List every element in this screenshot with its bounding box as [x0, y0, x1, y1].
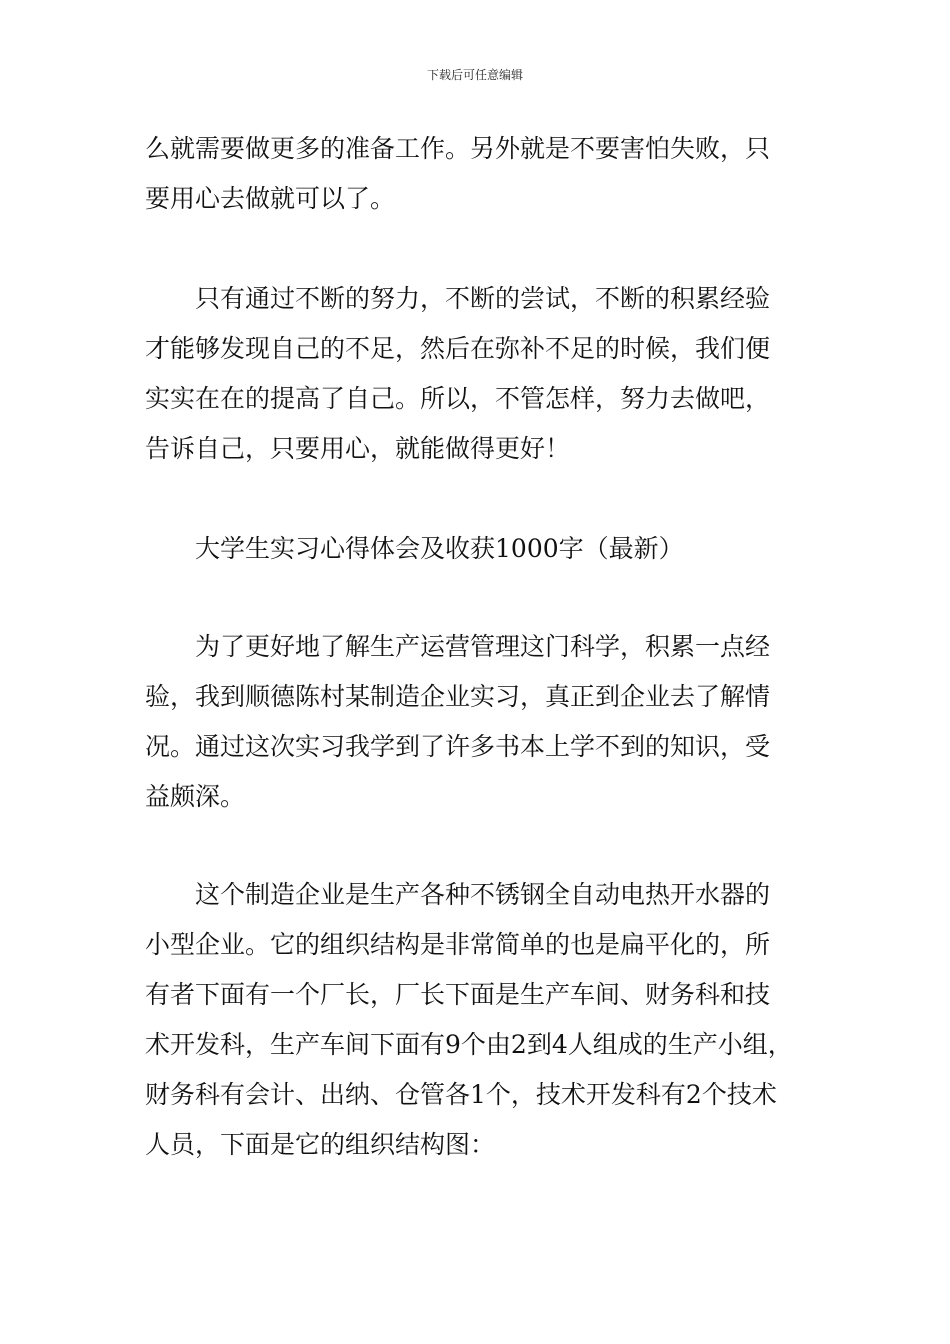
text-line: 么就需要做更多的准备工作。另外就是不要害怕失败，只 [145, 134, 771, 163]
text-line: 财务科有会计、出纳、仓管各1个，技术开发科有2个技术 [145, 1080, 777, 1109]
text-line: 才能够发现自己的不足，然后在弥补不足的时候，我们便 [145, 334, 771, 363]
text-line: 人员，下面是它的组织结构图： [145, 1130, 496, 1159]
section-title [145, 524, 845, 574]
text-line: 告诉自己，只要用心，就能做得更好！ [145, 434, 571, 463]
page-header: 下载后可任意编辑 [426, 68, 523, 82]
text-line: 这个制造企业是生产各种不锈钢全自动电热开水器的 [145, 880, 771, 909]
text-line: 只有通过不断的努力，不断的尝试，不断的积累经验 [145, 284, 771, 313]
text-line: 大学生实习心得体会及收获1000字（最新） [145, 534, 684, 563]
text-line: 为了更好地了解生产运营管理这门科学，积累一点经 [145, 632, 771, 661]
text-line: 术开发科，生产车间下面有9个由2到4人组成的生产小组， [145, 1030, 793, 1059]
text-line: 验，我到顺德陈村某制造企业实习，真正到企业去了解情 [145, 682, 771, 711]
text-line: 况。通过这次实习我学到了许多书本上学不到的知识，受 [145, 732, 771, 761]
paragraph-2 [145, 274, 845, 474]
text-line: 实实在在的提高了自己。所以，不管怎样，努力去做吧， [145, 384, 771, 413]
paragraph-3 [145, 622, 845, 822]
paragraph-4 [145, 870, 845, 1170]
text-line: 小型企业。它的组织结构是非常简单的也是扁平化的，所 [145, 930, 771, 959]
text-line: 益颇深。 [145, 782, 246, 811]
text-line: 有者下面有一个厂长，厂长下面是生产车间、财务科和技 [145, 980, 771, 1009]
text-line: 要用心去做就可以了。 [145, 184, 396, 213]
paragraph-1 [145, 124, 845, 224]
